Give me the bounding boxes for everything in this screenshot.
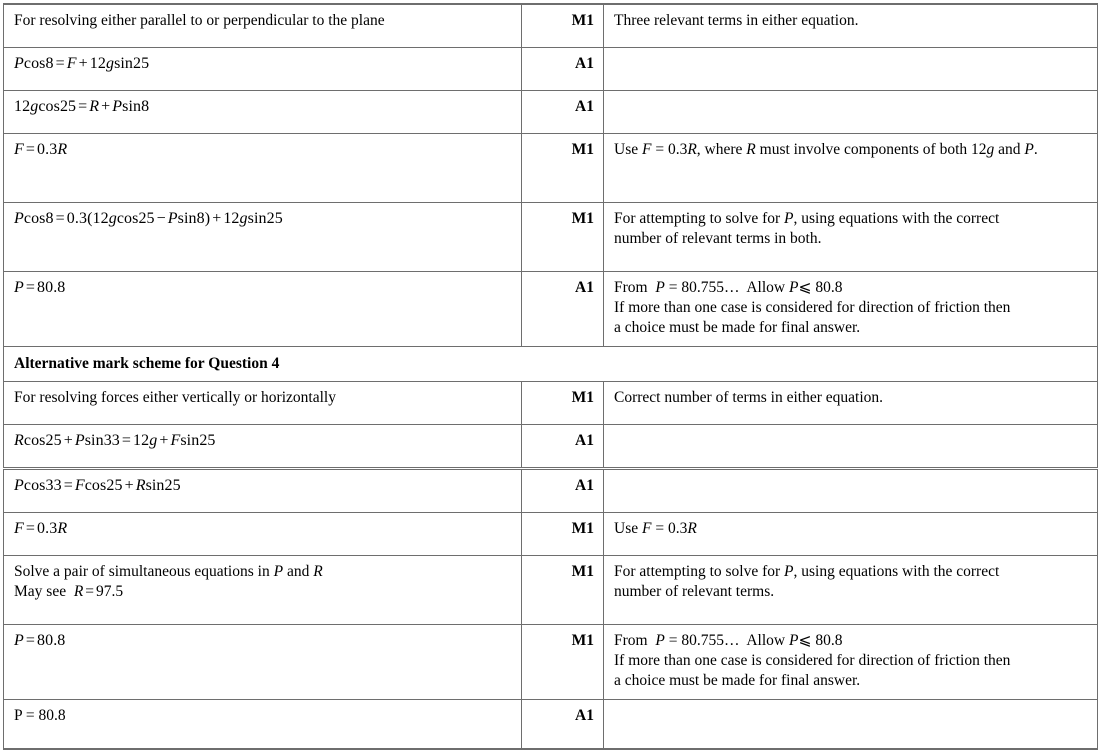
table-row [4, 48, 1098, 91]
math-paren: ( [87, 210, 93, 227]
math-var: P [788, 279, 799, 296]
notes-prefix: For attempting to solve for [614, 210, 781, 227]
row-description [4, 91, 522, 134]
mark-scheme-table [3, 3, 1098, 750]
math-angle: 25 [59, 98, 77, 115]
notes-from: From [614, 632, 648, 650]
math-paren: ) [204, 210, 211, 227]
math-var: g [30, 98, 39, 115]
description-text: For resolving forces either vertically or horizontally [14, 389, 336, 407]
notes-tail: must involve components of both [759, 141, 968, 158]
math-op: = [25, 520, 35, 538]
math-var: F [14, 520, 24, 538]
math-op: = [668, 632, 678, 650]
notes-text: Correct number of terms in either equation. [614, 389, 884, 407]
math-var: R [135, 477, 146, 495]
table-row [4, 469, 1098, 513]
math-op: = [25, 279, 35, 296]
math-var: F [14, 141, 24, 158]
row-notes [604, 203, 1098, 272]
math-fn: sin [145, 477, 165, 495]
math-var: g [986, 141, 995, 158]
math-fn: cos [23, 210, 46, 227]
math-var: P [655, 632, 665, 650]
equation [14, 477, 181, 494]
math-num: 80.755… [681, 279, 740, 296]
math-var: P [273, 563, 284, 581]
table-row [4, 203, 1098, 272]
notes-mid: , where [696, 141, 743, 158]
row-notes [604, 625, 1098, 700]
math-var: R [89, 98, 100, 115]
math-num: 80.8 [815, 279, 843, 296]
row-notes [604, 48, 1098, 91]
math-op: = [55, 210, 65, 227]
notes-line3: a choice must be made for final answer. [614, 672, 861, 690]
math-var: R [73, 583, 84, 601]
math-num: 80.8 [815, 632, 843, 650]
math-num: 80.755… [681, 632, 740, 650]
math-var: F [641, 520, 652, 538]
notes-tail: , using equations with the correct [793, 563, 1000, 581]
math-op: = [55, 55, 65, 72]
table-row [4, 513, 1098, 556]
math-var: R [687, 520, 697, 538]
math-num: 12 [971, 141, 987, 158]
row-mark: M1 [522, 134, 604, 203]
math-fn: sin [180, 432, 200, 450]
math-num: 80.8 [37, 279, 66, 296]
math-num: 0.3 [667, 520, 688, 538]
math-var: F [170, 432, 181, 450]
math-angle: 25 [138, 210, 155, 227]
row-description [4, 425, 522, 469]
math-fn: sin [177, 210, 197, 227]
math-var: R [57, 141, 68, 158]
math-op: + [124, 477, 134, 495]
desc-and: and [286, 563, 310, 581]
row-description [4, 513, 522, 556]
total-description: P = 80.8 [4, 700, 522, 750]
math-fn: sin [114, 55, 134, 72]
math-fn: cos [84, 477, 107, 495]
desc-prefix: Solve a pair of simultaneous equations in [14, 563, 270, 581]
notes-from: From [614, 279, 648, 296]
math-angle: 8 [45, 210, 54, 227]
math-angle: 33 [103, 432, 120, 450]
notes-text: Three relevant terms in either equation. [614, 12, 859, 29]
equation [14, 520, 67, 537]
notes-period: . [1033, 141, 1038, 158]
desc-may-see: May see [14, 583, 67, 601]
math-var: R [746, 141, 756, 158]
notes-line2: number of relevant terms. [614, 583, 775, 601]
table-row [4, 425, 1098, 469]
total-mark: A1 [522, 700, 604, 750]
math-op: + [212, 210, 222, 227]
less-equal-sign: ⩽ [798, 632, 812, 650]
notes-prefix: Use [614, 141, 639, 158]
math-var: R [57, 520, 68, 538]
table-row [4, 4, 1098, 48]
row-description [4, 272, 522, 347]
row-mark: A1 [522, 469, 604, 513]
row-mark: M1 [522, 625, 604, 700]
math-num: 12 [92, 210, 109, 227]
row-description [4, 134, 522, 203]
math-op: = [121, 432, 132, 450]
row-notes [604, 382, 1098, 425]
math-op: = [78, 98, 88, 115]
math-num: 0.3 [37, 141, 58, 158]
math-angle: 25 [266, 210, 283, 227]
math-op: = [668, 279, 678, 296]
math-var: R [313, 563, 323, 581]
math-var: P [788, 632, 799, 650]
math-op: − [156, 210, 166, 227]
math-op: + [159, 432, 169, 450]
row-description [4, 4, 522, 48]
row-notes [604, 513, 1098, 556]
row-mark: A1 [522, 91, 604, 134]
math-var: P [74, 432, 85, 450]
math-op: + [78, 55, 88, 72]
notes-text [614, 141, 1038, 158]
math-num: 80.8 [37, 632, 66, 650]
math-angle: 25 [199, 432, 216, 450]
math-op: = [655, 520, 665, 538]
notes-text [614, 520, 697, 537]
math-var: F [641, 141, 652, 158]
math-fn: cos [38, 98, 60, 115]
math-var: R [14, 432, 24, 450]
table-row [4, 556, 1098, 625]
row-description [4, 48, 522, 91]
row-notes [604, 134, 1098, 203]
row-description [4, 382, 522, 425]
math-var: g [149, 432, 158, 450]
row-description [4, 625, 522, 700]
table-row [4, 382, 1098, 425]
notes-line3: a choice must be made for final answer. [614, 319, 861, 337]
row-mark: M1 [522, 513, 604, 556]
total-notes [604, 700, 1098, 750]
notes-prefix: For attempting to solve for [614, 563, 781, 581]
row-notes [604, 425, 1098, 469]
math-angle: 8 [196, 210, 205, 227]
math-op: = [25, 632, 35, 650]
math-var: P [14, 55, 24, 72]
notes-tail: , using equations with the correct [793, 210, 1000, 227]
math-op: + [63, 432, 73, 450]
math-num: 0.3 [667, 141, 688, 158]
notes-line2: number of relevant terms in both. [614, 230, 822, 248]
math-num: 97.5 [96, 583, 124, 601]
math-var: P [655, 279, 665, 296]
row-mark: A1 [522, 48, 604, 91]
math-fn: cos [116, 210, 139, 227]
row-mark: M1 [522, 382, 604, 425]
math-var: g [108, 210, 117, 227]
notes-prefix: Use [614, 520, 639, 538]
math-var: P [14, 279, 24, 296]
math-var: P [14, 477, 24, 495]
math-var: P [784, 210, 794, 227]
equation [14, 55, 149, 72]
table-row [4, 91, 1098, 134]
math-num: 12 [223, 210, 240, 227]
notes-line2: If more than one case is considered for direction of friction then [614, 299, 1011, 317]
table-row [4, 272, 1098, 347]
math-var: R [687, 141, 697, 158]
math-num: 12 [89, 55, 106, 72]
math-var: g [239, 210, 248, 227]
math-fn: sin [122, 98, 142, 115]
math-num: 12 [14, 98, 31, 115]
math-var: P [14, 632, 24, 650]
math-fn: cos [23, 55, 46, 72]
math-var: P [112, 98, 123, 115]
math-fn: cos [23, 477, 46, 495]
math-num: 0.3 [37, 520, 58, 538]
math-angle: 25 [164, 477, 181, 495]
row-notes [604, 469, 1098, 513]
equation [14, 141, 67, 158]
row-description [4, 469, 522, 513]
math-num: 0.3 [66, 210, 88, 227]
total-row [4, 700, 1098, 750]
math-var: P [784, 563, 794, 581]
mark-scheme-sheet [0, 3, 1100, 750]
math-angle: 25 [45, 432, 62, 450]
math-var: P [167, 210, 178, 227]
math-angle: 25 [133, 55, 150, 72]
math-op: = [63, 477, 73, 495]
equation [14, 279, 65, 296]
math-fn: sin [84, 432, 104, 450]
notes-allow: Allow [746, 632, 786, 650]
math-angle: 25 [106, 477, 123, 495]
row-mark: A1 [522, 425, 604, 469]
notes-text [614, 632, 1010, 689]
less-equal-sign: ⩽ [798, 279, 812, 296]
equation [14, 432, 216, 449]
math-fn: sin [247, 210, 267, 227]
equation [14, 210, 283, 227]
table-row [4, 625, 1098, 700]
notes-allow: Allow [746, 279, 786, 296]
notes-text [614, 210, 999, 247]
math-var: P [14, 210, 24, 227]
description-text: For resolving either parallel to or perpendicular to the plane [14, 12, 385, 29]
math-op: + [101, 98, 111, 115]
math-var: F [74, 477, 85, 495]
row-mark: M1 [522, 203, 604, 272]
math-op: = [655, 141, 665, 158]
equation [14, 632, 65, 649]
math-var: F [66, 55, 77, 72]
notes-and: and [998, 141, 1021, 158]
equation [14, 98, 149, 115]
description-text [14, 563, 323, 600]
math-angle: 33 [45, 477, 62, 495]
math-num: 12 [133, 432, 150, 450]
notes-text [614, 279, 1010, 336]
math-var: P [1024, 141, 1034, 158]
math-angle: 8 [45, 55, 54, 72]
math-fn: cos [23, 432, 46, 450]
alternative-scheme-header-row [4, 347, 1098, 382]
math-op: = [85, 583, 95, 601]
row-mark: M1 [522, 556, 604, 625]
table-row [4, 134, 1098, 203]
alternative-scheme-header: Alternative mark scheme for Question 4 [4, 347, 1098, 382]
row-notes [604, 91, 1098, 134]
notes-line2: If more than one case is considered for direction of friction then [614, 652, 1011, 670]
row-notes [604, 4, 1098, 48]
row-notes [604, 556, 1098, 625]
row-mark: A1 [522, 272, 604, 347]
math-angle: 8 [141, 98, 150, 115]
math-op: = [25, 141, 35, 158]
row-mark: M1 [522, 4, 604, 48]
row-notes [604, 272, 1098, 347]
row-description [4, 556, 522, 625]
notes-text [614, 563, 999, 600]
row-description [4, 203, 522, 272]
math-12g [971, 141, 994, 158]
math-var: g [105, 55, 115, 72]
